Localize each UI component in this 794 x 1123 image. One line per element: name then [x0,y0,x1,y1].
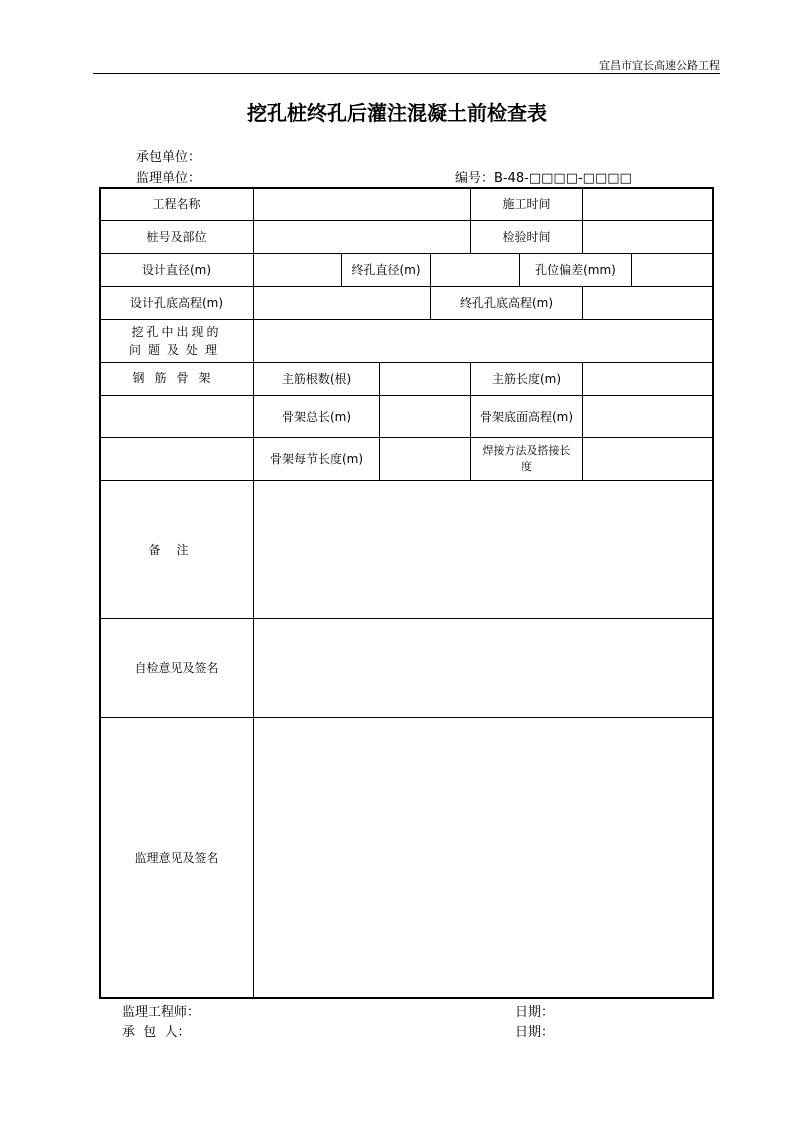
inspection-time-value[interactable] [582,220,714,254]
supervisor-label: 监理单位： [136,171,202,186]
cage-section-length-value[interactable] [379,437,471,481]
header-divider [93,73,720,74]
pile-position-label: 桩号及部位 [99,220,254,254]
cage-total-length-label: 骨架总长(m) [253,395,380,438]
problems-value[interactable] [253,319,714,363]
hole-deviation-value[interactable] [631,253,714,287]
problems-label-line1: 挖孔中出现的 [131,325,222,339]
self-check-label: 自检意见及签名 [99,618,254,718]
form-number: 编号：B-48-□□□□-□□□□ [455,171,632,186]
weld-method-label: 焊接方法及搭接长度 [470,437,583,481]
inspection-time-label: 检验时间 [470,220,583,254]
design-diameter-value[interactable] [253,253,342,287]
date-label-2: 日期： [515,1025,555,1040]
cage-total-length-value[interactable] [379,395,471,438]
final-bottom-elev-label: 终孔孔底高程(m) [430,286,583,320]
main-bar-count-label: 主筋根数(根) [253,362,380,396]
problems-label-line2: 问题及处理 [128,343,224,357]
header-company: 宜昌市宜长高速公路工程 [599,59,720,72]
main-bar-length-label: 主筋长度(m) [470,362,583,396]
rebar-cage-text: 钢筋骨架 [132,371,221,385]
remarks-value[interactable] [253,480,714,619]
rebar-cage-label [99,362,254,396]
weld-method-value[interactable] [582,437,714,481]
project-name-label: 工程名称 [99,187,254,221]
supervision-opinion-value[interactable] [253,717,714,999]
hole-deviation-label: 孔位偏差(mm) [519,253,632,287]
cage-section-length-label: 骨架每节长度(m) [253,437,380,481]
rebar-cage-blank-2 [99,437,254,481]
construction-time-value[interactable] [582,187,714,221]
design-bottom-elev-label: 设计孔底高程(m) [99,286,254,320]
self-check-value[interactable] [253,618,714,718]
contractor-label: 承包单位： [136,150,202,165]
remarks-label [99,480,254,619]
engineer-label: 监理工程师： [122,1005,201,1020]
design-bottom-elev-value[interactable] [253,286,431,320]
final-diameter-label: 终孔直径(m) [341,253,431,287]
supervision-opinion-label: 监理意见及签名 [99,717,254,999]
problems-label [99,319,254,363]
design-diameter-label: 设计直径(m) [99,253,254,287]
main-bar-length-value[interactable] [582,362,714,396]
project-name-value[interactable] [253,187,471,221]
main-bar-count-value[interactable] [379,362,471,396]
cage-bottom-elev-value[interactable] [582,395,714,438]
date-label-1: 日期： [515,1005,555,1020]
page-title: 挖孔桩终孔后灌注混凝土前检查表 [247,101,547,125]
footer-contractor-label: 承 包 人： [122,1025,191,1040]
cage-bottom-elev-label: 骨架底面高程(m) [470,395,583,438]
final-diameter-value[interactable] [430,253,520,287]
pile-position-value[interactable] [253,220,471,254]
rebar-cage-blank-1 [99,395,254,438]
remarks-text: 备注 [148,542,205,557]
final-bottom-elev-value[interactable] [582,286,714,320]
construction-time-label: 施工时间 [470,187,583,221]
